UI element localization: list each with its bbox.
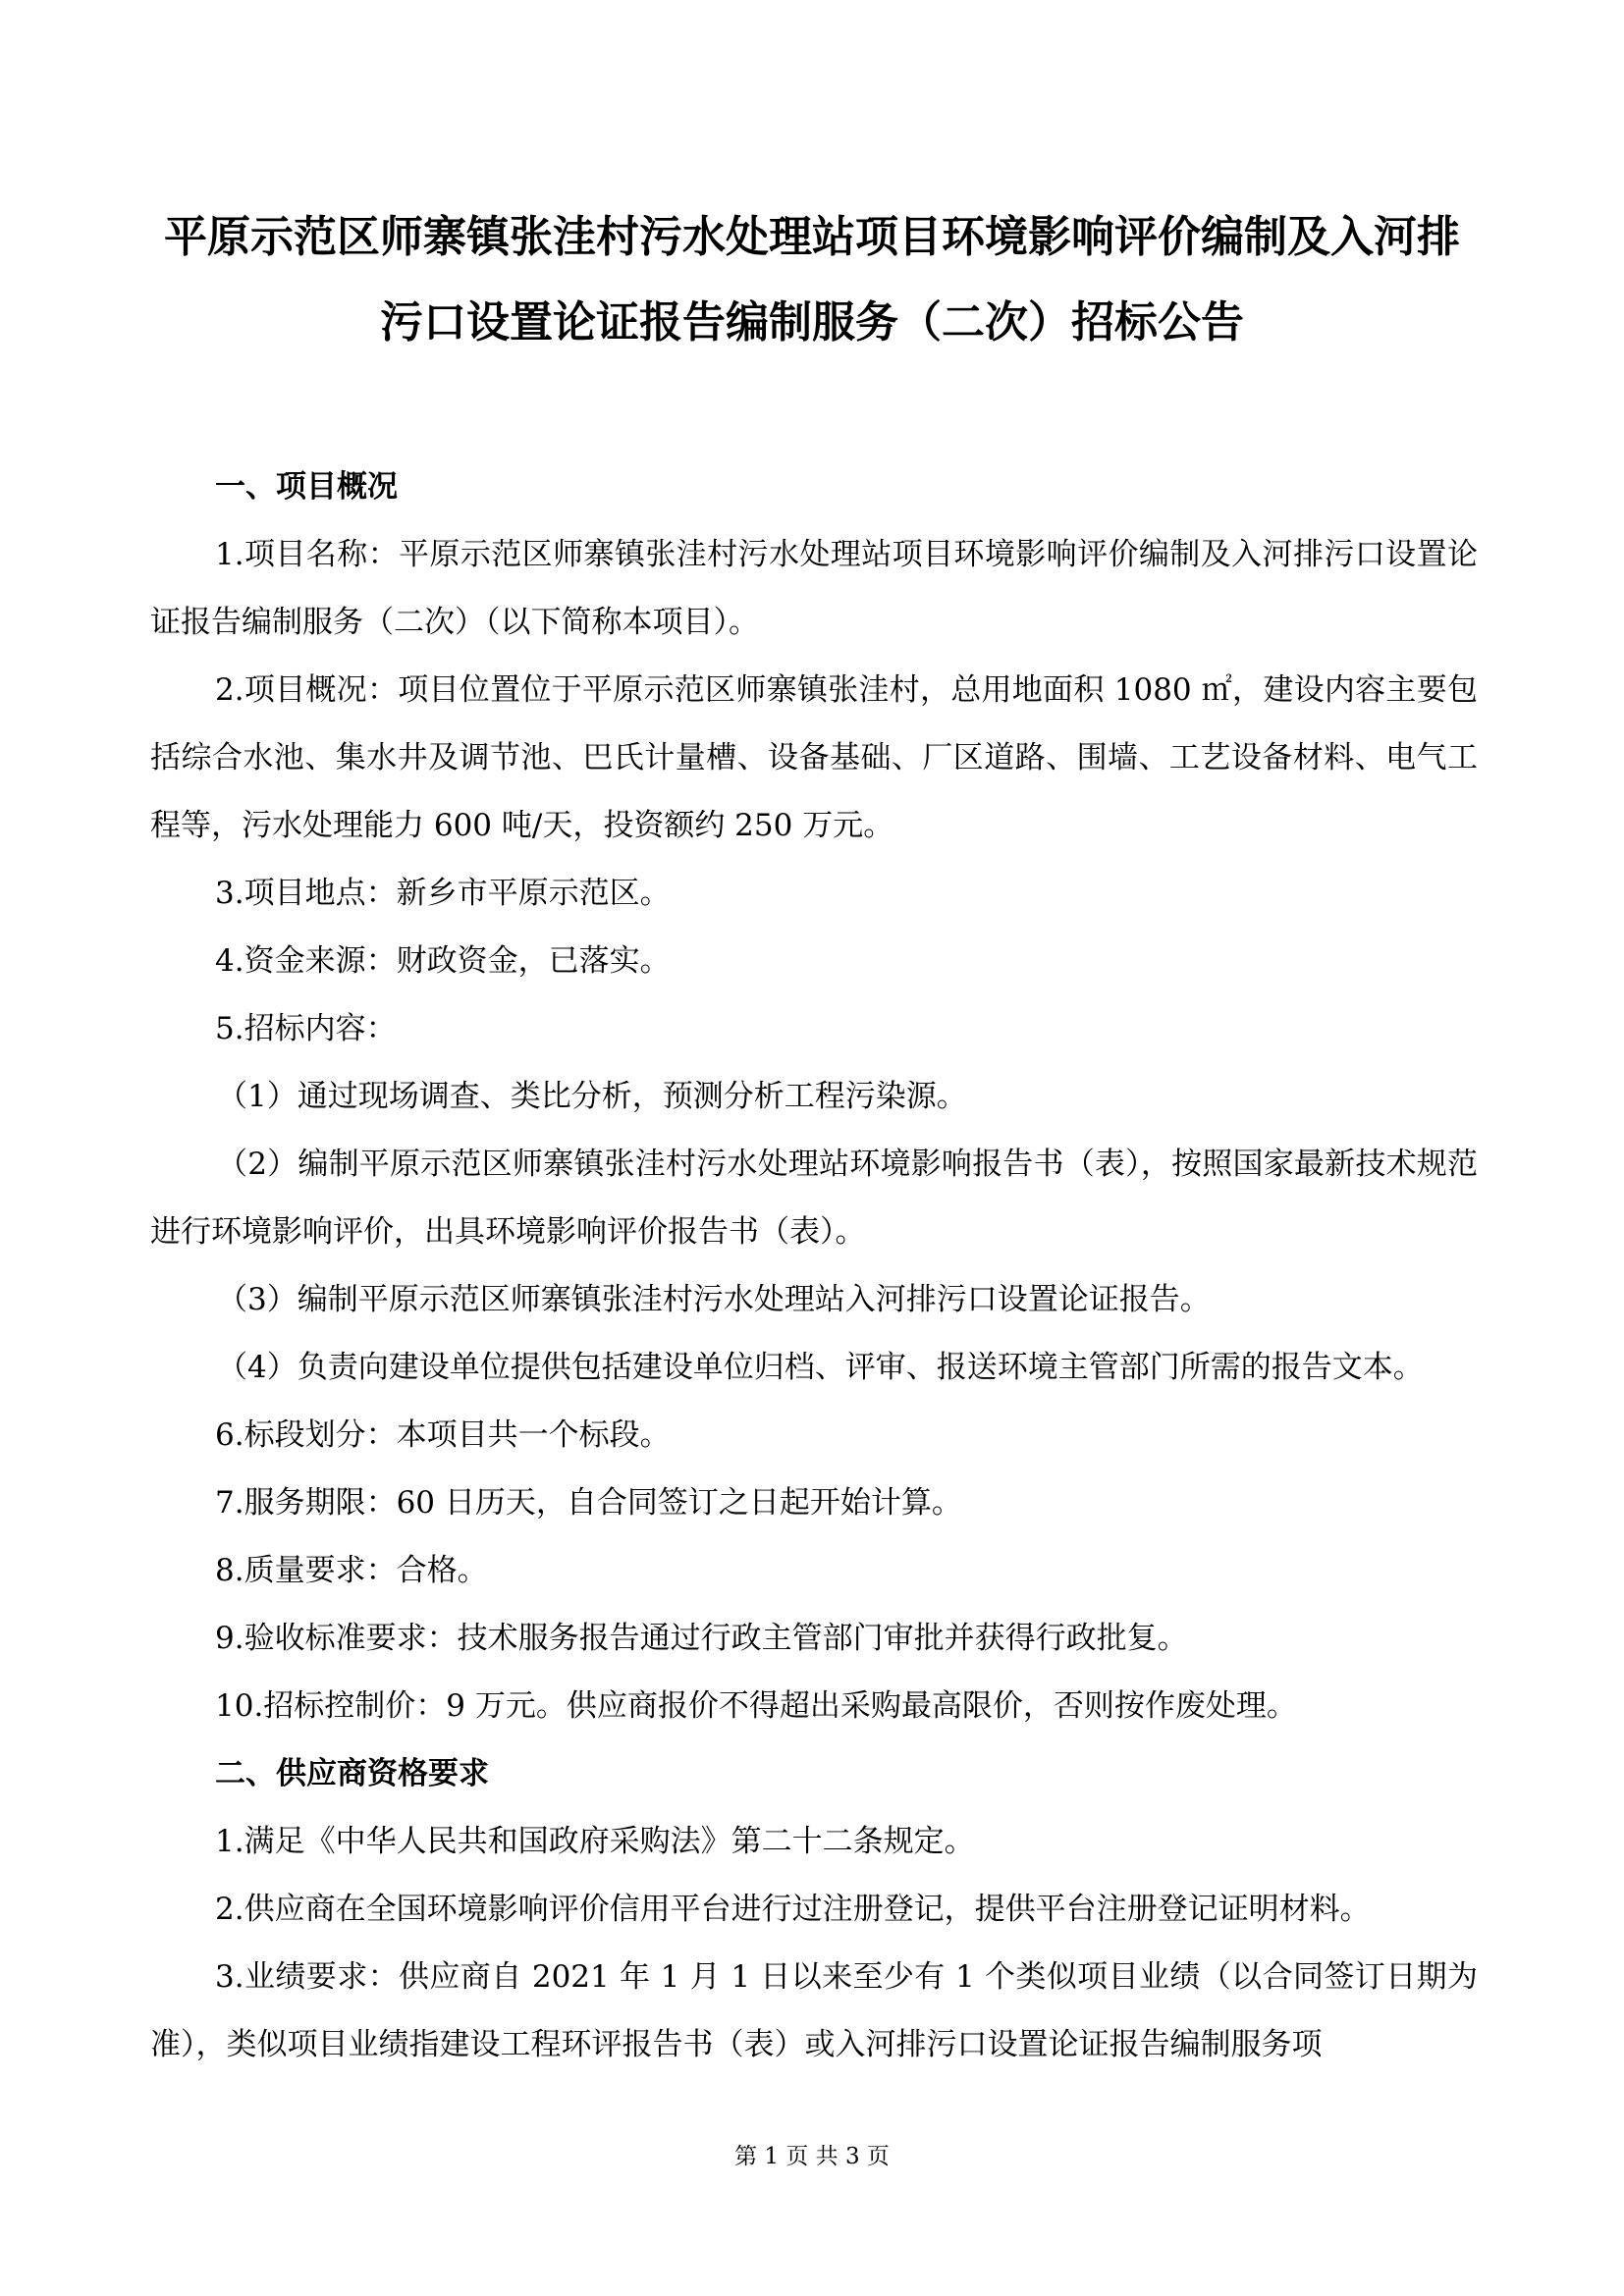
paragraph: 9.验收标准要求：技术服务报告通过行政主管部门审批并获得行政批复。 [215, 1621, 1188, 1656]
paragraph: 5.招标内容： [215, 1011, 397, 1046]
paragraph: （1）通过现场调查、类比分析，预测分析工程污染源。 [217, 1079, 967, 1114]
paragraph: 1.项目名称：平原示范区师寨镇张洼村污水处理站项目环境影响评价编制及入河排污口设置论证报告编制服务（二次）（以下简称本项目）。 [150, 537, 1478, 640]
document-title-line2: 污口设置论证报告编制服务（二次）招标公告 [380, 297, 1244, 347]
section-heading: 二、供应商资格要求 [215, 1756, 489, 1791]
paragraph: 8.质量要求：合格。 [215, 1553, 488, 1588]
paragraph: （4）负责向建设单位提供包括建设单位归档、评审、报送环境主管部门所需的报告文本。 [217, 1350, 1424, 1385]
paragraph: 1.满足《中华人民共和国政府采购法》第二十二条规定。 [215, 1824, 975, 1859]
document-body [150, 454, 1478, 2079]
paragraph: （3）编制平原示范区师寨镇张洼村污水处理站入河排污口设置论证报告。 [217, 1282, 1211, 1317]
page-footer: 第 1 页 共 3 页 [734, 2144, 890, 2169]
paragraph: 4.资金来源：财政资金，已落实。 [215, 943, 671, 979]
paragraph: 2.项目概况：项目位置位于平原示范区师寨镇张洼村，总用地面积 1080 ㎡，建设内容主要包括综合水池、集水井及调节池、巴氏计量槽、设备基础、厂区道路、围墙、工艺设备材料、电气工程等，污水处理能力 600 吨/天，投资额约 250 万元。 [150, 672, 1478, 843]
paragraph: 7.服务期限：60 日历天，自合同签订之日起开始计算。 [215, 1485, 962, 1521]
paragraph: 3.项目地点：新乡市平原示范区。 [215, 876, 671, 911]
paragraph: 10.招标控制价：9 万元。供应商报价不得超出采购最高限价，否则按作废处理。 [215, 1688, 1297, 1724]
section-heading: 一、项目概况 [215, 469, 398, 505]
paragraph: 6.标段划分：本项目共一个标段。 [215, 1417, 671, 1453]
paragraph: 3.业绩要求：供应商自 2021 年 1 月 1 日以来至少有 1 个类似项目业绩（以合同签订日期为准），类似项目业绩指建设工程环评报告书（表）或入河排污口设置论证报告编制服务项 [150, 1959, 1478, 2062]
paragraph: 2.供应商在全国环境影响评价信用平台进行过注册登记，提供平台注册登记证明材料。 [215, 1892, 1371, 1927]
paragraph: （2）编制平原示范区师寨镇张洼村污水处理站环境影响报告书（表），按照国家最新技术规范进行环境影响评价，出具环境影响评价报告书（表）。 [150, 1147, 1478, 1250]
document-title-line1: 平原示范区师寨镇张洼村污水处理站项目环境影响评价编制及入河排 [164, 212, 1460, 262]
